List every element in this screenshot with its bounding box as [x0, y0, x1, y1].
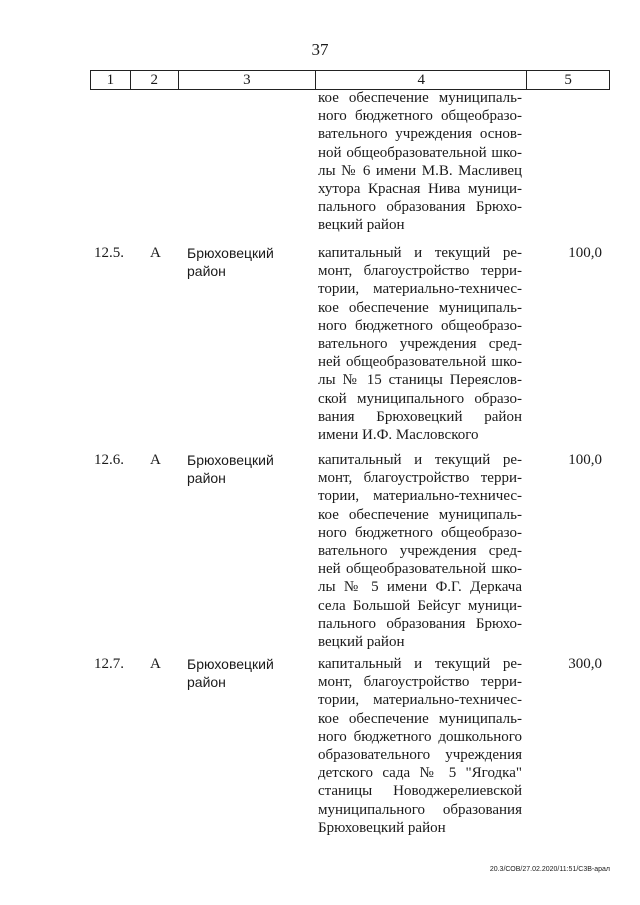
district-line: Брюховецкий	[187, 656, 274, 672]
district-line: район	[187, 470, 226, 486]
description-line: ской муниципального образо-	[318, 390, 522, 407]
description-line: вательного учреждения сред-	[318, 543, 522, 560]
description-line: ного бюджетного общеобразо-	[318, 108, 522, 125]
district-line: Брюховецкий	[187, 452, 274, 468]
description-line: хутора Красная Нива муници-	[318, 181, 522, 198]
description-line: пального образования Брюхо-	[318, 615, 522, 632]
row-amount: 100,0	[568, 245, 602, 261]
description-line: кое обеспечение муниципаль-	[318, 90, 522, 106]
row-number: 12.5.	[94, 245, 124, 261]
description-line: монт, благоустройство терри-	[318, 470, 522, 487]
description-line: лы № 5 имени Ф.Г. Деркача	[318, 579, 522, 596]
description-line: станицы Новоджерелиевской	[318, 783, 522, 800]
row-category: А	[150, 656, 161, 672]
description-line: детского сада № 5 "Ягодка"	[318, 765, 522, 782]
row-district	[187, 451, 307, 487]
row-number: 12.6.	[94, 452, 124, 468]
description-line: ного бюджетного общеобразо-	[318, 317, 522, 334]
description-line: ней общеобразовательной шко-	[318, 561, 522, 578]
row-description	[318, 451, 522, 651]
description-line: капитальный и текущий ре-	[318, 656, 522, 672]
description-line: Брюховецкий район	[318, 819, 446, 836]
header-col-2: 2	[131, 71, 179, 89]
description-line: кое обеспечение муниципаль-	[318, 506, 522, 523]
description-line: лы № 6 имени М.В. Масливец	[318, 162, 522, 179]
description-line: капитальный и текущий ре-	[318, 452, 522, 468]
row-amount: 100,0	[568, 452, 602, 468]
district-line: район	[187, 674, 226, 690]
row-district	[187, 244, 307, 280]
header-col-3: 3	[179, 71, 316, 89]
row-category: А	[150, 245, 161, 261]
page-number: 37	[311, 40, 329, 59]
row-description	[318, 244, 522, 444]
district-line: район	[187, 263, 226, 279]
description-line: вательного учреждения сред-	[318, 336, 522, 353]
description-line: капитальный и текущий ре-	[318, 245, 522, 261]
district-line: Брюховецкий	[187, 245, 274, 261]
description-line: кое обеспечение муниципаль-	[318, 710, 522, 727]
description-line: вецкий район	[318, 217, 405, 234]
description-line: монт, благоустройство терри-	[318, 263, 522, 280]
description-line: кое обеспечение муниципаль-	[318, 299, 522, 316]
description-line: ного бюджетного общеобразо-	[318, 524, 522, 541]
description-line: вательного учреждения основ-	[318, 126, 522, 143]
description-line: лы № 15 станицы Переяслов-	[318, 372, 522, 389]
document-stamp: 20.3/СОВ/27.02.2020/11:51/С3В-арал	[489, 866, 610, 873]
description-line: образовательного учреждения	[318, 747, 522, 764]
description-line: ной общеобразовательной шко-	[318, 144, 522, 161]
description-line: ного бюджетного дошкольного	[318, 728, 522, 745]
description-line: тории, материально-техничес-	[318, 281, 522, 298]
header-col-4: 4	[316, 71, 527, 89]
row-category: А	[150, 452, 161, 468]
description-line: монт, благоустройство терри-	[318, 674, 522, 691]
row-number: 12.7.	[94, 656, 124, 672]
row-district	[187, 655, 307, 691]
table-header-row	[90, 70, 610, 90]
row-description	[318, 655, 522, 837]
row-amount: 300,0	[568, 656, 602, 672]
description-line: пального образования Брюхо-	[318, 199, 522, 216]
description-line: вания Брюховецкий район	[318, 408, 522, 425]
description-line: имени И.Ф. Масловского	[318, 427, 479, 444]
description-line: муниципального образования	[318, 801, 522, 818]
continuation-description	[318, 89, 522, 235]
description-line: ней общеобразовательной шко-	[318, 354, 522, 371]
header-col-1: 1	[91, 71, 131, 89]
description-line: села Большой Бейсуг муници-	[318, 597, 522, 614]
description-line: тории, материально-техничес-	[318, 692, 522, 709]
header-col-5: 5	[564, 72, 572, 88]
description-line: тории, материально-техничес-	[318, 488, 522, 505]
description-line: вецкий район	[318, 634, 405, 651]
